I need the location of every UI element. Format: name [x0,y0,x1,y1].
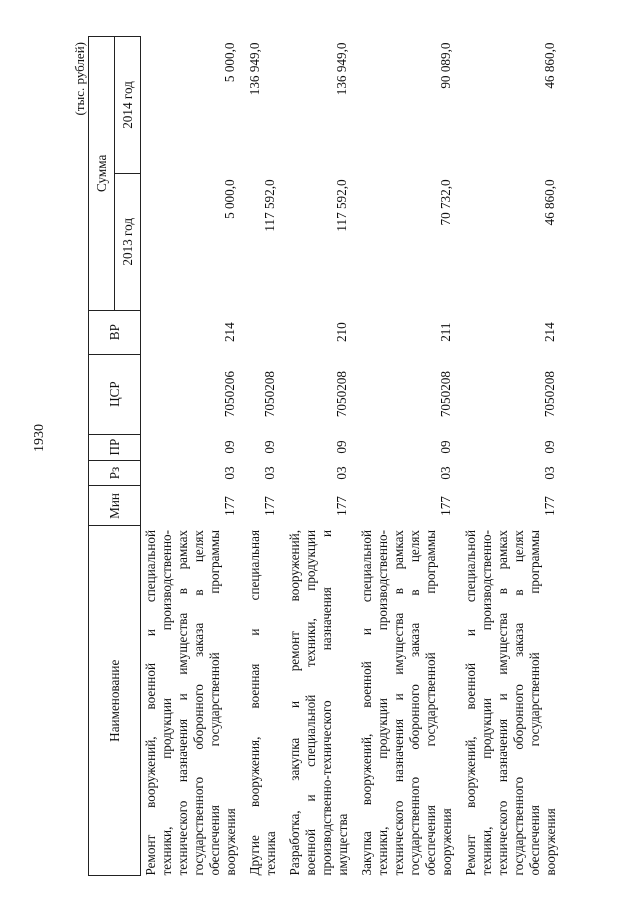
row-pr: 09 [542,440,557,454]
row-name-line: военной и специальной техники, продукции [303,529,318,876]
row-name [357,526,455,876]
row-csr: 7050208 [262,371,277,418]
row-name-line: вооружения [543,808,558,876]
header-pr: ПР [89,434,141,460]
row-sum-2013: 117 592,0 [334,179,349,232]
row-rz: 03 [222,466,237,480]
header-name: Наименование [89,526,141,876]
row-pr: 09 [222,440,237,454]
row-rz: 03 [438,466,453,480]
header-sum: Сумма [89,37,115,311]
row-sum-2014: 5 000,0 [222,42,237,83]
header-vr: ВР [89,310,141,354]
row-name-line: Другие вооружения, военная и специальная [247,529,262,876]
budget-table-page [72,36,572,876]
units-note: (тыс. рублей) [72,42,87,116]
row-vr: 214 [222,322,237,343]
header-csr: ЦСР [89,354,141,434]
row-name-line: обеспечения государственной программы [527,529,542,876]
row-sum-2013: 117 592,0 [262,179,277,232]
rotated-document [72,36,572,876]
row-pr: 09 [262,440,277,454]
row-rz: 03 [334,466,349,480]
row-name-line: производственно-технического назначения и [319,529,334,876]
row-min: 177 [222,496,237,516]
row-vr [245,310,279,354]
row-name-line: техники, продукции производственно- [159,529,174,876]
page-number: 1930 [32,424,47,452]
row-name [141,526,240,876]
row-name-line: Разработка, закупка и ремонт вооружений, [287,529,302,876]
row-name-line: техника [263,831,278,876]
row-vr: 210 [334,322,349,343]
header-rz: Рз [89,460,141,486]
row-min: 177 [438,496,453,516]
header-year-2013: 2013 год [115,173,141,310]
row-pr: 09 [438,440,453,454]
row-name-line: технического назначения и имущества в рамках [495,529,510,876]
row-min: 177 [542,496,557,516]
row-min: 177 [262,496,277,516]
row-vr: 211 [438,322,453,342]
table-row [141,37,240,876]
row-name-line: обеспечения государственной программы [207,529,222,876]
row-name-line: государственного оборонного заказа в целях [511,529,526,876]
row-name-line: техники, продукции производственно- [375,529,390,876]
table-row [285,37,351,876]
row-sum-2013: 70 732,0 [438,179,453,226]
table-row [357,37,455,876]
row-csr: 7050206 [222,371,237,418]
row-sum-2014: 136 949,0 [334,42,349,96]
row-name-line: Закупка вооружений, военной и специальной [359,529,374,876]
table-row [461,37,559,876]
row-rz: 03 [542,466,557,480]
row-name [461,526,559,876]
row-name-line: вооружения [223,808,238,876]
row-sum-2014: 136 949,0 [247,42,262,96]
table-body [141,37,560,876]
row-name-line: техники, продукции производственно- [479,529,494,876]
row-name-line: государственного оборонного заказа в целях [191,529,206,876]
row-name-line: технического назначения и имущества в рамках [391,529,406,876]
row-vr: 214 [542,322,557,343]
row-name-line: обеспечения государственной программы [423,529,438,876]
row-sum-2014: 90 089,0 [438,42,453,89]
row-csr: 7050208 [334,371,349,418]
row-name-line: государственного оборонного заказа в целях [407,529,422,876]
row-name-line: Ремонт вооружений, военной и специальной [143,529,158,876]
row-sum-2013: 46 860,0 [542,179,557,226]
row-sum-2013: 5 000,0 [222,179,237,219]
row-csr: 7050208 [542,371,557,418]
row-name [245,526,279,876]
row-name-line: имущества [335,813,350,876]
row-csr: 7050208 [438,371,453,418]
row-sum-2014: 46 860,0 [542,42,557,89]
row-name-line: Ремонт вооружений, военной и специальной [463,529,478,876]
row-pr: 09 [334,440,349,454]
row-name-line: технического назначения и имущества в рамках [175,529,190,876]
row-min: 177 [334,496,349,516]
budget-table [88,36,559,876]
row-name-line: вооружения [439,808,454,876]
header-min: Мин [89,486,141,526]
table-row [245,37,279,876]
row-name [285,526,351,876]
header-year-2014: 2014 год [115,37,141,174]
row-rz: 03 [262,466,277,480]
